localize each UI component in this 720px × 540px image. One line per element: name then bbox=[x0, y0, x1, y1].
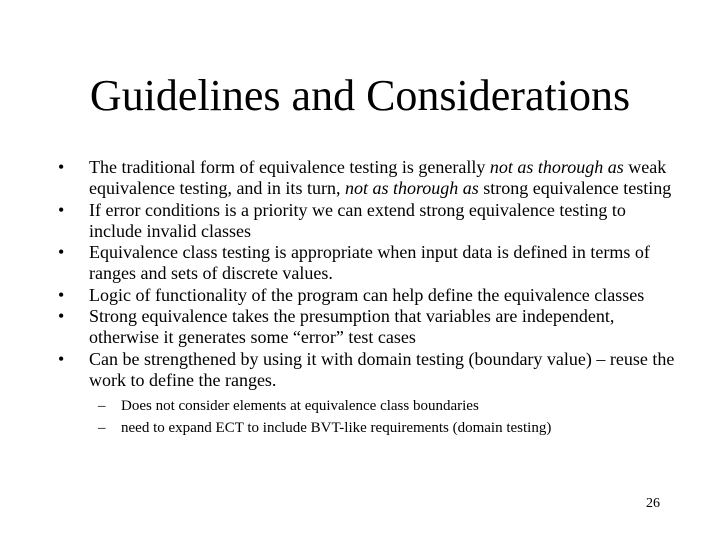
sub-bullet-item bbox=[89, 395, 678, 417]
bullet-item bbox=[58, 157, 678, 200]
bullet-marker: • bbox=[58, 284, 65, 305]
bullet-marker: • bbox=[58, 242, 65, 263]
bullet-marker: • bbox=[58, 306, 65, 327]
bullet-item bbox=[58, 285, 678, 306]
bullet-marker: • bbox=[58, 157, 65, 177]
bullet-text-segment: Logic of functionality of the program can help define the equivalence classes bbox=[89, 284, 645, 305]
bullet-item bbox=[58, 349, 678, 440]
bullet-item bbox=[58, 242, 678, 285]
bullet-marker: • bbox=[58, 199, 65, 220]
bullet-text-italic: not as thorough as bbox=[489, 157, 624, 177]
bullet-text-segment: Equivalence class testing is appropriate when input data is defined in terms of ranges and sets of discrete values. bbox=[89, 242, 650, 284]
sub-bullet-marker: – bbox=[98, 420, 106, 437]
bullet-text-segment: If error conditions is a priority we can extend strong equivalence testing to include invalid classes bbox=[89, 199, 626, 241]
bullet-text bbox=[89, 349, 674, 390]
sub-bullet-text: need to expand ECT to include BVT-like requirements (domain testing) bbox=[121, 420, 552, 437]
bullet-marker: • bbox=[58, 348, 65, 369]
bullet-list bbox=[58, 157, 678, 439]
bullet-text bbox=[89, 157, 671, 198]
bullet-text-segment: Can be strengthened by using it with domain testing (boundary value) – reuse the work to define the ranges. bbox=[89, 348, 675, 390]
bullet-text bbox=[89, 242, 650, 283]
bullet-text bbox=[89, 306, 614, 347]
page-number: 26 bbox=[646, 496, 660, 511]
sub-bullet-item bbox=[89, 417, 678, 439]
bullet-item bbox=[58, 306, 678, 349]
sub-bullet-marker: – bbox=[98, 398, 106, 415]
bullet-text-segment: Strong equivalence takes the presumption that variables are independent, otherwise it generates some “error” test cases bbox=[89, 306, 615, 348]
bullet-item bbox=[58, 200, 678, 243]
bullet-text-segment: The traditional form of equivalence testing is generally bbox=[89, 157, 490, 177]
bullet-text bbox=[89, 200, 626, 241]
sub-bullet-text: Does not consider elements at equivalence class boundaries bbox=[121, 398, 479, 415]
sub-bullet-list bbox=[89, 395, 678, 439]
bullet-text-italic: not as thorough as bbox=[344, 178, 479, 199]
bullet-text-segment: weak equivalence testing, and in its turn, bbox=[89, 157, 667, 199]
bullet-text bbox=[89, 285, 644, 305]
bullet-text-segment: strong equivalence testing bbox=[478, 178, 672, 199]
slide-title: Guidelines and Considerations bbox=[89, 71, 631, 120]
